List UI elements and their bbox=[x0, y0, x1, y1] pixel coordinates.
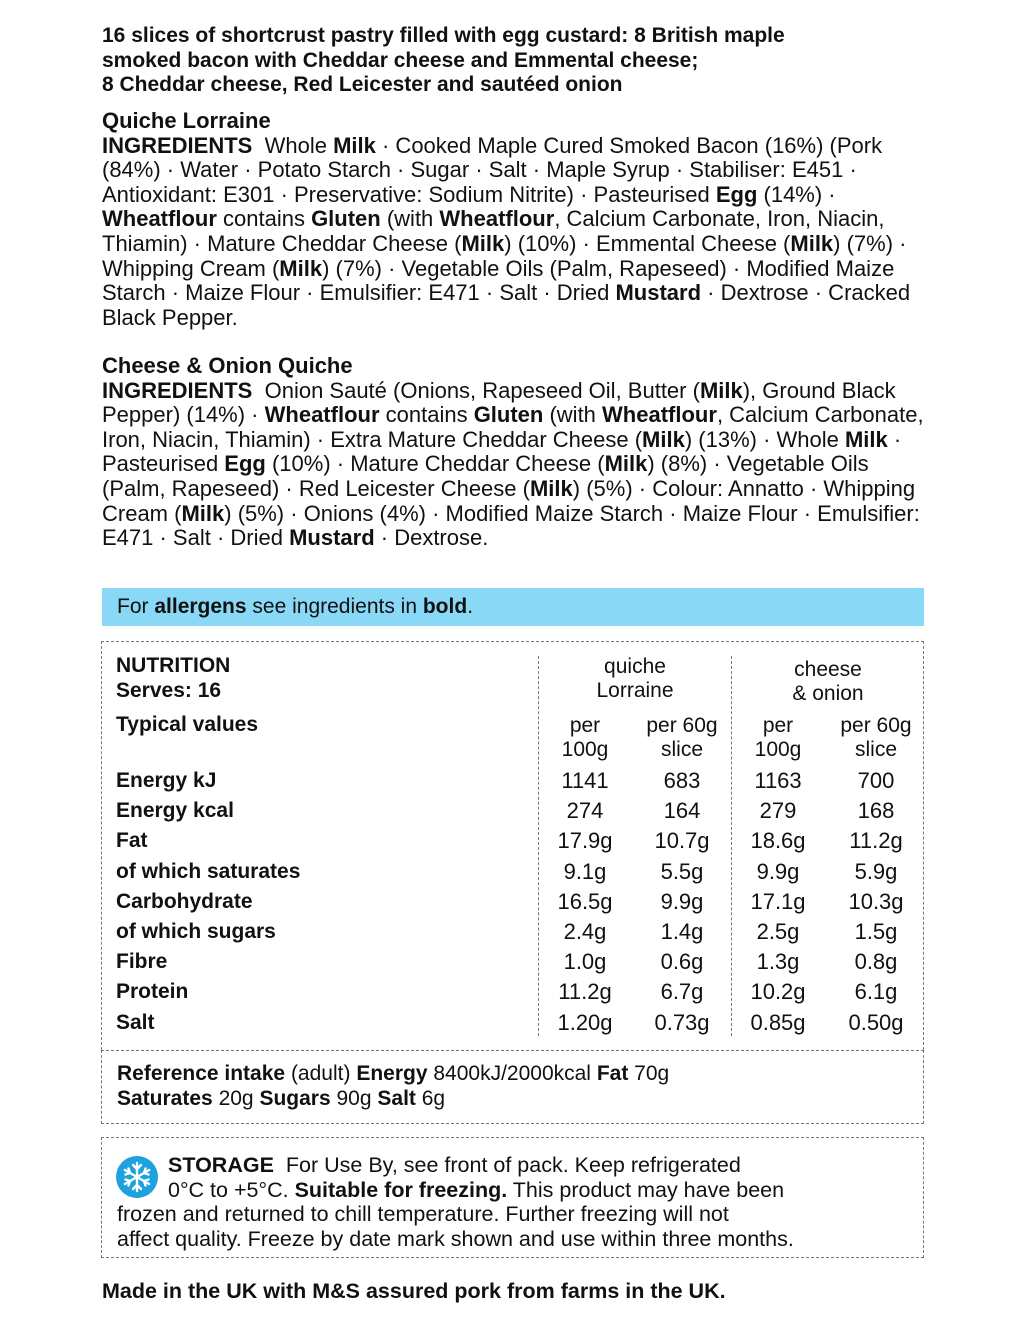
nutrient-value: 279 bbox=[759, 798, 797, 824]
allergen-suffix: . bbox=[467, 595, 474, 618]
nutrient-value: 2.5g bbox=[756, 919, 800, 944]
nutrient-value: 1.4g bbox=[660, 919, 704, 944]
ri-energy-label: Energy bbox=[356, 1062, 428, 1085]
column-header bbox=[634, 714, 730, 762]
cheese-onion-ingredients-section bbox=[102, 354, 932, 551]
allergen-word: Milk bbox=[604, 451, 648, 477]
ri-sugars-label: Sugars bbox=[259, 1087, 331, 1110]
column-header-line: per bbox=[569, 714, 601, 737]
allergen-prefix: For bbox=[117, 595, 149, 618]
nutrient-value: 0.73g bbox=[654, 1009, 710, 1035]
nutrient-label: Energy kJ bbox=[116, 769, 217, 792]
product-description bbox=[102, 24, 932, 98]
nutrient-value: 5.9g bbox=[854, 858, 898, 884]
nutrient-label: Energy kcal bbox=[116, 799, 234, 823]
allergen-word: Egg bbox=[224, 451, 266, 477]
nutrient-value: 9.1g bbox=[563, 858, 607, 884]
allergen-word: Gluten bbox=[473, 402, 544, 428]
allergen-word: Milk bbox=[279, 255, 323, 281]
allergen-word: Milk bbox=[529, 475, 573, 501]
nutrient-label: Carbohydrate bbox=[116, 889, 253, 913]
storage-line: affect quality. Freeze by date mark shown and use within three months. bbox=[117, 1226, 794, 1251]
nutrient-value: 2.4g bbox=[563, 919, 607, 944]
column-header bbox=[828, 714, 924, 762]
nutrient-label: of which sugars bbox=[116, 920, 276, 943]
ri-label: Reference intake bbox=[117, 1062, 286, 1085]
nutrient-value: 1141 bbox=[561, 768, 609, 793]
allergen-word: Egg bbox=[715, 181, 758, 207]
product-header-line: cheese bbox=[794, 658, 862, 681]
nutrient-value: 16.5g bbox=[557, 888, 613, 914]
column-divider bbox=[538, 656, 539, 1036]
allergen-word: Mustard bbox=[615, 280, 702, 306]
allergen-word: Milk bbox=[461, 230, 505, 256]
ri-energy-value: 8400kJ/2000kcal bbox=[433, 1062, 591, 1085]
nutrient-value: 164 bbox=[663, 798, 701, 824]
allergen-word: Milk bbox=[790, 230, 834, 256]
storage-text: This product may have been bbox=[512, 1177, 785, 1202]
product-header-line: Lorraine bbox=[596, 679, 674, 702]
product-header-line: & onion bbox=[792, 682, 864, 705]
nutrient-label: Fibre bbox=[116, 950, 168, 974]
allergen-word: Wheatflour bbox=[102, 206, 217, 232]
reference-intake bbox=[101, 1050, 924, 1124]
storage-label: STORAGE bbox=[168, 1153, 274, 1177]
column-header bbox=[733, 714, 823, 762]
allergen-notice bbox=[102, 588, 924, 626]
product-header-cheese-onion bbox=[733, 658, 923, 706]
allergen-word: Milk bbox=[333, 132, 376, 158]
nutrient-value: 9.9g bbox=[660, 888, 704, 914]
nutrient-value: 1.20g bbox=[557, 1009, 613, 1035]
nutrient-label: Protein bbox=[116, 980, 189, 1004]
lorraine-ingredients-section bbox=[102, 109, 932, 330]
allergen-word: Milk bbox=[642, 426, 685, 452]
nutrient-value: 10.3g bbox=[848, 888, 904, 914]
intro-line: 8 Cheddar cheese, Red Leicester and sautéed onion bbox=[102, 73, 623, 96]
nutrient-value: 274 bbox=[566, 798, 604, 824]
nutrient-value: 683 bbox=[663, 768, 701, 793]
allergen-word: Wheatflour bbox=[602, 402, 717, 428]
column-header-line: per bbox=[762, 714, 794, 737]
nutrient-value: 0.85g bbox=[750, 1009, 806, 1035]
nutrient-value: 6.7g bbox=[660, 979, 704, 1005]
allergen-word: Gluten bbox=[311, 206, 381, 232]
nutrient-value: 0.50g bbox=[848, 1009, 904, 1035]
nutrient-value: 1.5g bbox=[854, 919, 898, 944]
reference-line bbox=[117, 1086, 923, 1111]
storage-text: 0°C to +5°C. bbox=[168, 1177, 289, 1202]
nutrient-value: 0.8g bbox=[854, 949, 898, 975]
storage-line bbox=[117, 1153, 913, 1178]
storage-line bbox=[117, 1178, 913, 1203]
serves-line: Serves: 16 bbox=[116, 679, 222, 702]
allergen-word: allergens bbox=[154, 595, 247, 618]
allergen-middle: see ingredients in bbox=[252, 595, 418, 618]
intro-line: 16 slices of shortcrust pastry filled with egg custard: 8 British maple bbox=[102, 24, 785, 47]
origin-statement: Made in the UK with M&S assured pork from farms in the UK. bbox=[102, 1279, 726, 1303]
nutrient-value: 5.5g bbox=[660, 858, 704, 884]
allergen-word: Wheatflour bbox=[439, 206, 555, 232]
nutrient-value: 10.7g bbox=[654, 828, 710, 854]
ri-saturates-value: 20g bbox=[218, 1087, 254, 1110]
nutrient-value: 18.6g bbox=[750, 828, 806, 854]
nutrient-value: 1163 bbox=[754, 768, 802, 793]
nutrient-value: 17.9g bbox=[557, 828, 613, 854]
cheese-onion-title: Cheese & Onion Quiche bbox=[102, 353, 353, 378]
product-header-lorraine bbox=[540, 655, 730, 703]
storage-text: For Use By, see front of pack. Keep refrigerated bbox=[285, 1153, 741, 1177]
nutrient-value: 1.3g bbox=[756, 949, 800, 975]
storage-freezing: Suitable for freezing. bbox=[294, 1177, 508, 1202]
nutrient-value: 11.2g bbox=[558, 979, 612, 1005]
intro-line: smoked bacon with Cheddar cheese and Emmental cheese; bbox=[102, 48, 699, 72]
nutrient-label: Salt bbox=[116, 1010, 155, 1034]
column-header-line: slice bbox=[660, 738, 703, 761]
typical-values-label: Typical values bbox=[116, 713, 259, 736]
ri-qualifier: (adult) bbox=[290, 1062, 351, 1085]
ri-salt-label: Salt bbox=[377, 1087, 416, 1110]
nutrient-label: Fat bbox=[116, 829, 148, 853]
column-header-line: per 60g bbox=[840, 714, 912, 737]
nutrient-value: 17.1g bbox=[750, 888, 806, 914]
column-header-line: slice bbox=[854, 738, 897, 761]
column-header-line: 100g bbox=[561, 738, 609, 761]
nutrient-value: 11.2g bbox=[849, 828, 903, 854]
reference-line bbox=[117, 1061, 923, 1086]
ingredients-label: INGREDIENTS bbox=[102, 377, 253, 403]
nutrition-title: NUTRITION bbox=[116, 654, 231, 677]
allergen-word: Milk bbox=[844, 426, 888, 452]
column-header-line: per 60g bbox=[646, 714, 718, 737]
lorraine-ingredients bbox=[102, 134, 932, 331]
column-header-line: 100g bbox=[754, 738, 802, 761]
allergen-word: Wheatflour bbox=[264, 402, 380, 428]
lorraine-ingredients-text: Whole Milk · Cooked Maple Cured Smoked Bacon (16%) (Pork (84%) · Water · Potato Starch · Sugar · Salt · Maple Syrup · Stabiliser: E451 · Antioxidant: E301 · Preservative: Sodium Nitrite) · Pasteurised Egg (14%) · Wheatflour contains Gluten (with Wheatflour, Calcium Carbonate, Iron, Niacin, Thiamin) · Mature Cheddar Cheese (Milk) (10%) · Emmental Cheese (Milk) (7%) · Whipping Cream (Milk) (7%) · Vegetable Oils (Palm, Rapeseed) · Modified Maize Starch · Maize Flour · Emulsifier: E471 · Salt · Dried Mustard · Dextrose · Cracked Black Pepper. bbox=[102, 132, 911, 330]
snowflake-icon bbox=[116, 1156, 158, 1198]
nutrient-value: 168 bbox=[857, 798, 895, 824]
ri-salt-value: 6g bbox=[421, 1087, 446, 1110]
allergen-word: Mustard bbox=[289, 525, 375, 551]
allergen-word: Milk bbox=[181, 500, 225, 526]
ri-fat-label: Fat bbox=[596, 1062, 629, 1085]
ri-sugars-value: 90g bbox=[336, 1087, 372, 1110]
column-divider bbox=[731, 656, 732, 1036]
product-header-line: quiche bbox=[604, 655, 666, 678]
nutrient-value: 9.9g bbox=[756, 858, 800, 884]
nutrient-value: 10.2g bbox=[750, 979, 806, 1005]
storage-line: frozen and returned to chill temperature. Further freezing will not bbox=[117, 1202, 729, 1227]
ri-saturates-label: Saturates bbox=[117, 1087, 213, 1110]
allergen-bold-word: bold bbox=[422, 595, 468, 618]
allergen-word: Milk bbox=[699, 377, 743, 403]
serves-label: Serves bbox=[116, 679, 185, 702]
nutrient-value: 700 bbox=[857, 768, 895, 793]
storage-box bbox=[101, 1137, 924, 1258]
ri-fat-value: 70g bbox=[634, 1062, 670, 1085]
cheese-onion-ingredients-text: Onion Sauté (Onions, Rapeseed Oil, Butter (Milk), Ground Black Pepper) (14%) · Wheatflour contains Gluten (with Wheatflour, Calcium Carbonate, Iron, Niacin, Thiamin) · Extra Mature Cheddar Cheese (Milk) (13%) · Whole Milk · Pasteurised Egg (10%) · Mature Cheddar Cheese (Milk) (8%) · Vegetable Oils (Palm, Rapeseed) · Red Leicester Cheese (Milk) (5%) · Colour: Annatto · Whipping Cream (Milk) (5%) · Onions (4%) · Modified Maize Starch · Maize Flour · Emulsifier: E471 · Salt · Dried Mustard · Dextrose. bbox=[102, 377, 924, 551]
column-header bbox=[540, 714, 630, 762]
nutrient-value: 6.1g bbox=[854, 979, 898, 1005]
ingredients-label: INGREDIENTS bbox=[102, 132, 253, 158]
serves-value: 16 bbox=[197, 679, 222, 702]
nutrient-value: 0.6g bbox=[660, 949, 704, 975]
nutrient-label: of which saturates bbox=[116, 859, 301, 883]
nutrient-value: 1.0g bbox=[563, 949, 607, 975]
cheese-onion-ingredients bbox=[102, 379, 932, 551]
lorraine-title: Quiche Lorraine bbox=[102, 108, 271, 133]
